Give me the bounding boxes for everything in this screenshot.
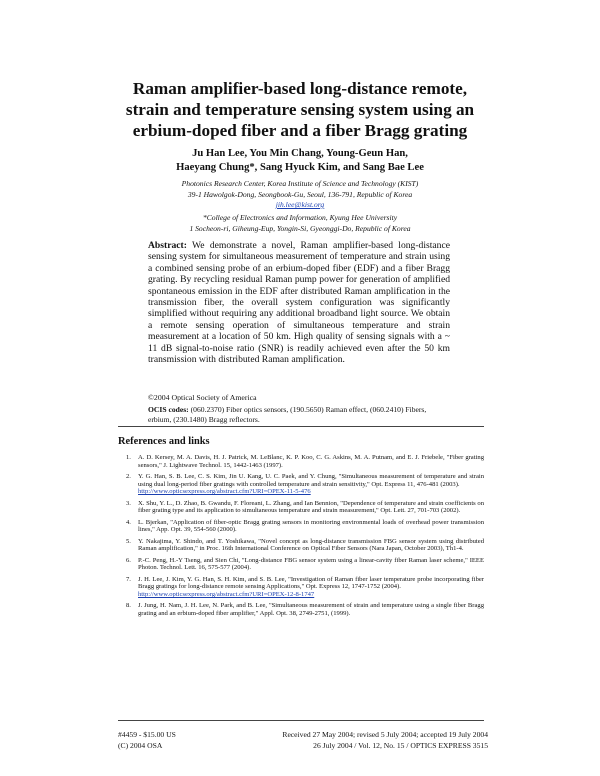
affiliation-line: Photonics Research Center, Korea Institute of Science and Technology (KIST)	[181, 179, 419, 188]
reference-item	[118, 538, 484, 553]
reference-number: 5.	[126, 537, 131, 545]
reference-item	[118, 519, 484, 534]
footer-right	[270, 729, 488, 751]
reference-text: J. Jung, H. Nam, J. H. Lee, N. Park, and B. Lee, "Simultaneous measurement of strain and temperature using a single fiber Bragg grating and an erbium-doped fiber amplifier," Appl. Opt. 38, 2749-2751, (1999).	[138, 602, 484, 618]
title-line: Raman amplifier-based long-distance remote,	[132, 79, 468, 98]
reference-item	[118, 602, 484, 617]
affiliation-line: 1 Socheon-ri, Giheung-Eup, Yongin-Si, Gyeonggi-Do, Republic of Korea	[189, 223, 411, 233]
reference-text: Y. Nakajima, Y. Shindo, and T. Yoshikawa, "Novel concept as long-distance transmission FBG sensor system using distributed Raman amplification," in Proc. 16th International Conference on Optical Fiber Sensors (Nara Japan, October 2003), Th1-4.	[138, 537, 484, 553]
reference-number: 3.	[126, 499, 131, 507]
abstract-label: Abstract:	[148, 240, 187, 251]
reference-number: 4.	[126, 518, 131, 526]
reference-link[interactable]: http://www.opticsexpress.org/abstract.cfm?URI=OPEX-11-5-476	[138, 488, 311, 496]
title-line: strain and temperature sensing system using an	[125, 100, 475, 119]
reference-list	[118, 454, 484, 621]
title-line: erbium-doped fiber and a fiber Bragg grating	[132, 121, 468, 140]
affiliation-kyunghee	[110, 213, 490, 234]
author-line: Ju Han Lee, You Min Chang, Young-Geun Han,	[192, 148, 408, 159]
reference-text: P.-C. Peng, H.-Y Tseng, and Sien Chi, "Long-distance FBG sensor system using a linear-cavity fiber Raman laser scheme," IEEE Photon. Technol. Lett. 16, 575-577 (2004).	[138, 556, 484, 572]
ocis-text: (060.2370) Fiber optics sensors, (190.5650) Raman effect, (060.2410) Fibers, erbium, (230.1480) Bragg reflectors.	[148, 405, 427, 424]
reference-number: 2.	[126, 473, 131, 480]
reference-number: 7.	[126, 575, 131, 583]
reference-item	[118, 557, 484, 572]
reference-number: 8.	[126, 602, 131, 610]
author-email-link[interactable]: jih.lee@kist.org	[275, 200, 325, 209]
reference-item	[118, 454, 484, 469]
copyright-notice: ©2004 Optical Society of America	[148, 393, 257, 402]
footer-left	[118, 729, 176, 751]
reference-text: A. D. Kersey, M. A. Davis, H. J. Patrick, M. LeBlanc, K. P. Koo, C. G. Askins, M. A. Putnam, and E. J. Friebele, "Fiber grating sensors," J. Lightwave Technol. 15, 1442-1463 (1997).	[138, 454, 484, 469]
footer-price: #4459 - $15.00 US	[118, 730, 176, 739]
affiliation-line: 39-1 Hawolgok-Dong, Seongbook-Gu, Seoul, 136-791, Republic of Korea	[187, 189, 413, 199]
abstract-text: We demonstrate a novel, Raman amplifier-based long-distance sensing system for simultaneous measurement of temperature and strain using a combined sensing probe of an erbium-doped fiber (EDF) and a fiber Bragg grating. By recycling residual Raman pump power for generation of amplified spontaneous emission in the EDF after distributed Raman amplification in the transmission fiber, the overall system configuration was significantly simplified without requiring any additional broadband light source. We obtain a remote sensing operation of simultaneous temperature and strain measurement at a location of 50 km. High quality of sensing signals with a ~ 11 dB signal-to-noise ratio (SNR) is readily achieved even after the 50 km transmission with distributed Raman amplification.	[148, 240, 450, 366]
ocis-codes	[148, 405, 450, 424]
reference-text: J. H. Lee, J. Kim, Y. G. Han, S. H. Kim, and S. B. Lee, "Investigation of Raman fiber laser temperature probe incorporating fiber Bragg gratings for long-distance remote sensing Applications," Opt. Express 12, 1747-1752 (2004).	[138, 575, 484, 591]
divider	[118, 426, 484, 427]
author-line: Haeyang Chung*, Sang Hyuck Kim, and Sang Bae Lee	[176, 162, 424, 173]
reference-text: X. Shu, Y. L., D. Zhao, B. Gwandu, F. Floreani, L. Zhang, and Ian Bennion, "Dependence of temperature and strain coefficients on fiber grating type and its application to simultaneous temperature and strain measurement," Opt. Lett. 27, 701-703 (2002).	[138, 499, 484, 515]
footer-journal-info: 26 July 2004 / Vol. 12, No. 15 / OPTICS EXPRESS 3515	[313, 741, 488, 750]
reference-number: 6.	[126, 556, 131, 564]
reference-item	[118, 576, 484, 599]
reference-item	[118, 500, 484, 515]
references-heading: References and links	[118, 436, 210, 447]
ocis-label: OCIS codes:	[148, 405, 189, 414]
divider	[118, 720, 484, 721]
paper-title	[100, 78, 500, 141]
reference-text: L. Bjerkan, "Application of fiber-optic Bragg grating sensors in monitoring environmental loads of overhead power transmission lines," App. Opt. 39, 554-560 (2000).	[138, 518, 484, 534]
affiliation-line: *College of Electronics and Information, Kyung Hee University	[202, 213, 398, 222]
author-list	[110, 147, 490, 175]
reference-item	[118, 473, 484, 496]
affiliation-kist	[110, 179, 490, 211]
reference-link[interactable]: http://www.opticsexpress.org/abstract.cfm?URI=OPEX-12-8-1747	[138, 591, 315, 599]
reference-text: Y. G. Han, S. B. Lee, C. S. Kim, Jin U. Kang, U. C. Paek, and Y. Chung, "Simultaneous measurement of temperature and strain using dual long-period fiber gratings with controlled temperature and strain sensitivity," Opt. Express 11, 476-481 (2003).	[138, 473, 484, 488]
abstract	[148, 240, 450, 365]
footer-copyright: (C) 2004 OSA	[118, 741, 163, 750]
reference-number: 1.	[126, 454, 131, 461]
footer-dates: Received 27 May 2004; revised 5 July 2004; accepted 19 July 2004	[282, 730, 488, 739]
